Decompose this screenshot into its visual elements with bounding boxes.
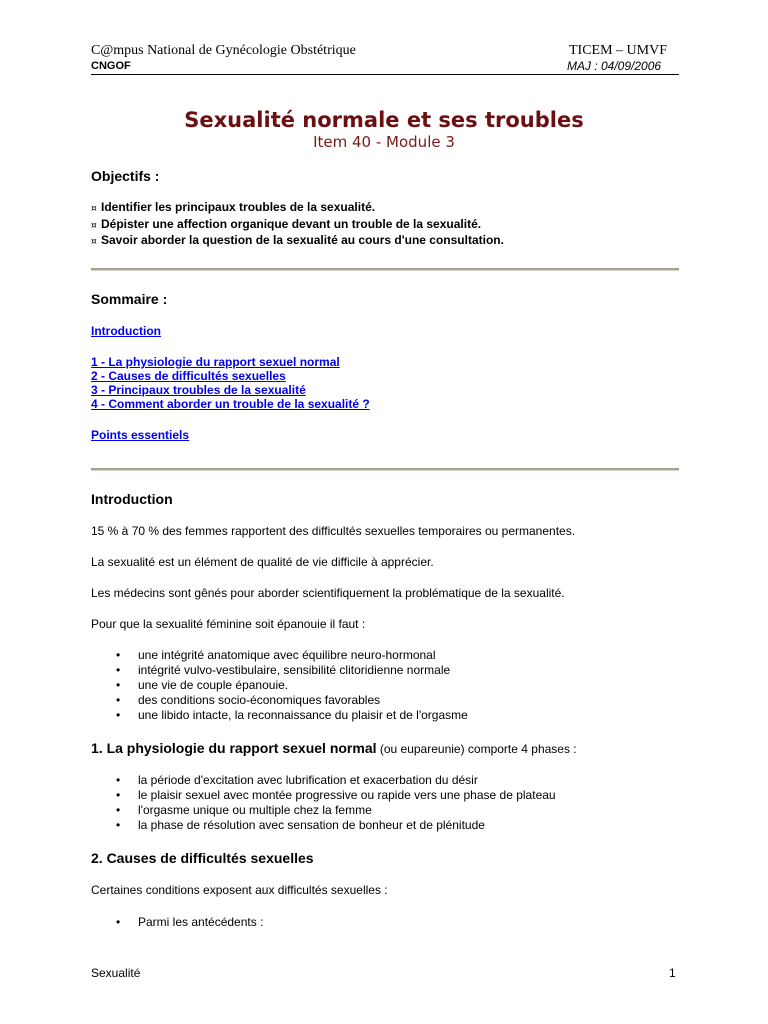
intro-bullet-list [91,648,691,723]
bullet-dot: • [116,693,121,707]
objectif-bullet: ¤ [91,220,97,231]
header-rule [91,74,679,75]
section2-bullet-list [91,915,711,930]
bullet-dot: • [116,915,121,929]
document-title: Sexualité normale et ses troubles [184,108,584,132]
header-update-date: MAJ : 04/09/2006 [567,59,662,73]
toc-link-introduction[interactable]: Introduction [91,324,161,338]
bullet-dot: • [116,788,121,802]
objectif-item: ¤ Savoir aborder la question de la sexualité au cours d'une consultation. [91,233,691,250]
header-ticem: TICEM – UMVF [568,43,667,58]
intro-paragraph: Pour que la sexualité féminine soit épanouie il faut : [91,617,366,631]
section1-bullet-list [91,773,711,833]
sommaire-links [91,355,370,411]
sommaire-heading: Sommaire : [91,291,168,307]
toc-link-causes[interactable]: 2 - Causes de difficultés sexuelles [91,369,286,383]
document-subtitle: Item 40 - Module 3 [313,133,455,151]
section2-heading: 2. Causes de difficultés sexuelles [91,850,314,866]
bullet-dot: • [116,678,121,692]
section1-heading-line [91,740,711,758]
list-item: • une vie de couple épanouie. [116,678,289,692]
bullet-dot: • [116,773,121,787]
list-item: • une intégrité anatomique avec équilibre neuro-hormonal [116,648,436,662]
list-item: • la phase de résolution avec sensation de bonheur et de plénitude [116,818,485,832]
section1-heading: 1. La physiologie du rapport sexuel normal [91,740,377,756]
toc-link-points-essentiels[interactable]: Points essentiels [91,428,190,442]
objectif-bullet: ¤ [91,204,97,214]
footer-title: Sexualité [91,966,141,980]
list-item: • Parmi les antécédents : [116,915,264,929]
bullet-dot: • [116,803,121,817]
objectifs-heading: Objectifs : [91,168,160,184]
objectif-item: ¤ Dépister une affection organique devant un trouble de la sexualité. [91,217,691,234]
bullet-dot: • [116,663,121,677]
objectifs-list [91,200,691,250]
section1-heading-suffix: (ou eupareunie) comporte 4 phases : [376,742,577,756]
intro-paragraph: 15 % à 70 % des femmes rapportent des difficultés sexuelles temporaires ou permanentes. [91,524,576,538]
objectif-bullet: ¤ [91,237,97,247]
list-item: • intégrité vulvo-vestibulaire, sensibilité clitoridienne normale [116,663,451,677]
objectif-item: ¤ Identifier les principaux troubles de la sexualité. [91,200,691,217]
list-item: • des conditions socio-économiques favorables [116,693,381,707]
section-divider [91,268,679,271]
section-divider [91,468,679,471]
intro-paragraph: Les médecins sont gênés pour aborder scientifiquement la problématique de la sexualité. [91,586,565,600]
sommaire-points [91,428,189,442]
list-item: • la période d'excitation avec lubrification et exacerbation du désir [116,773,478,787]
toc-link-physiologie[interactable]: 1 - La physiologie du rapport sexuel normal [91,355,340,369]
list-item: • le plaisir sexuel avec montée progressive ou rapide vers une phase de plateau [116,788,556,802]
toc-link-troubles[interactable]: 3 - Principaux troubles de la sexualité [91,383,306,397]
list-item: • l'orgasme unique ou multiple chez la femme [116,803,372,817]
page-number: 1 [669,966,676,980]
bullet-dot: • [116,818,121,832]
sommaire-intro [91,324,161,338]
section2-paragraph: Certaines conditions exposent aux difficultés sexuelles : [91,883,388,897]
header-campus-name: C@mpus National de Gynécologie Obstétrique [91,43,356,58]
list-item: • une libido intacte, la reconnaissance du plaisir et de l'orgasme [116,708,468,722]
header-cngof: CNGOF [91,60,131,72]
intro-paragraph: La sexualité est un élément de qualité de vie difficile à apprécier. [91,555,434,569]
bullet-dot: • [116,708,121,722]
bullet-dot: • [116,648,121,662]
toc-link-aborder[interactable]: 4 - Comment aborder un trouble de la sexualité ? [91,397,370,411]
introduction-heading: Introduction [91,491,173,507]
